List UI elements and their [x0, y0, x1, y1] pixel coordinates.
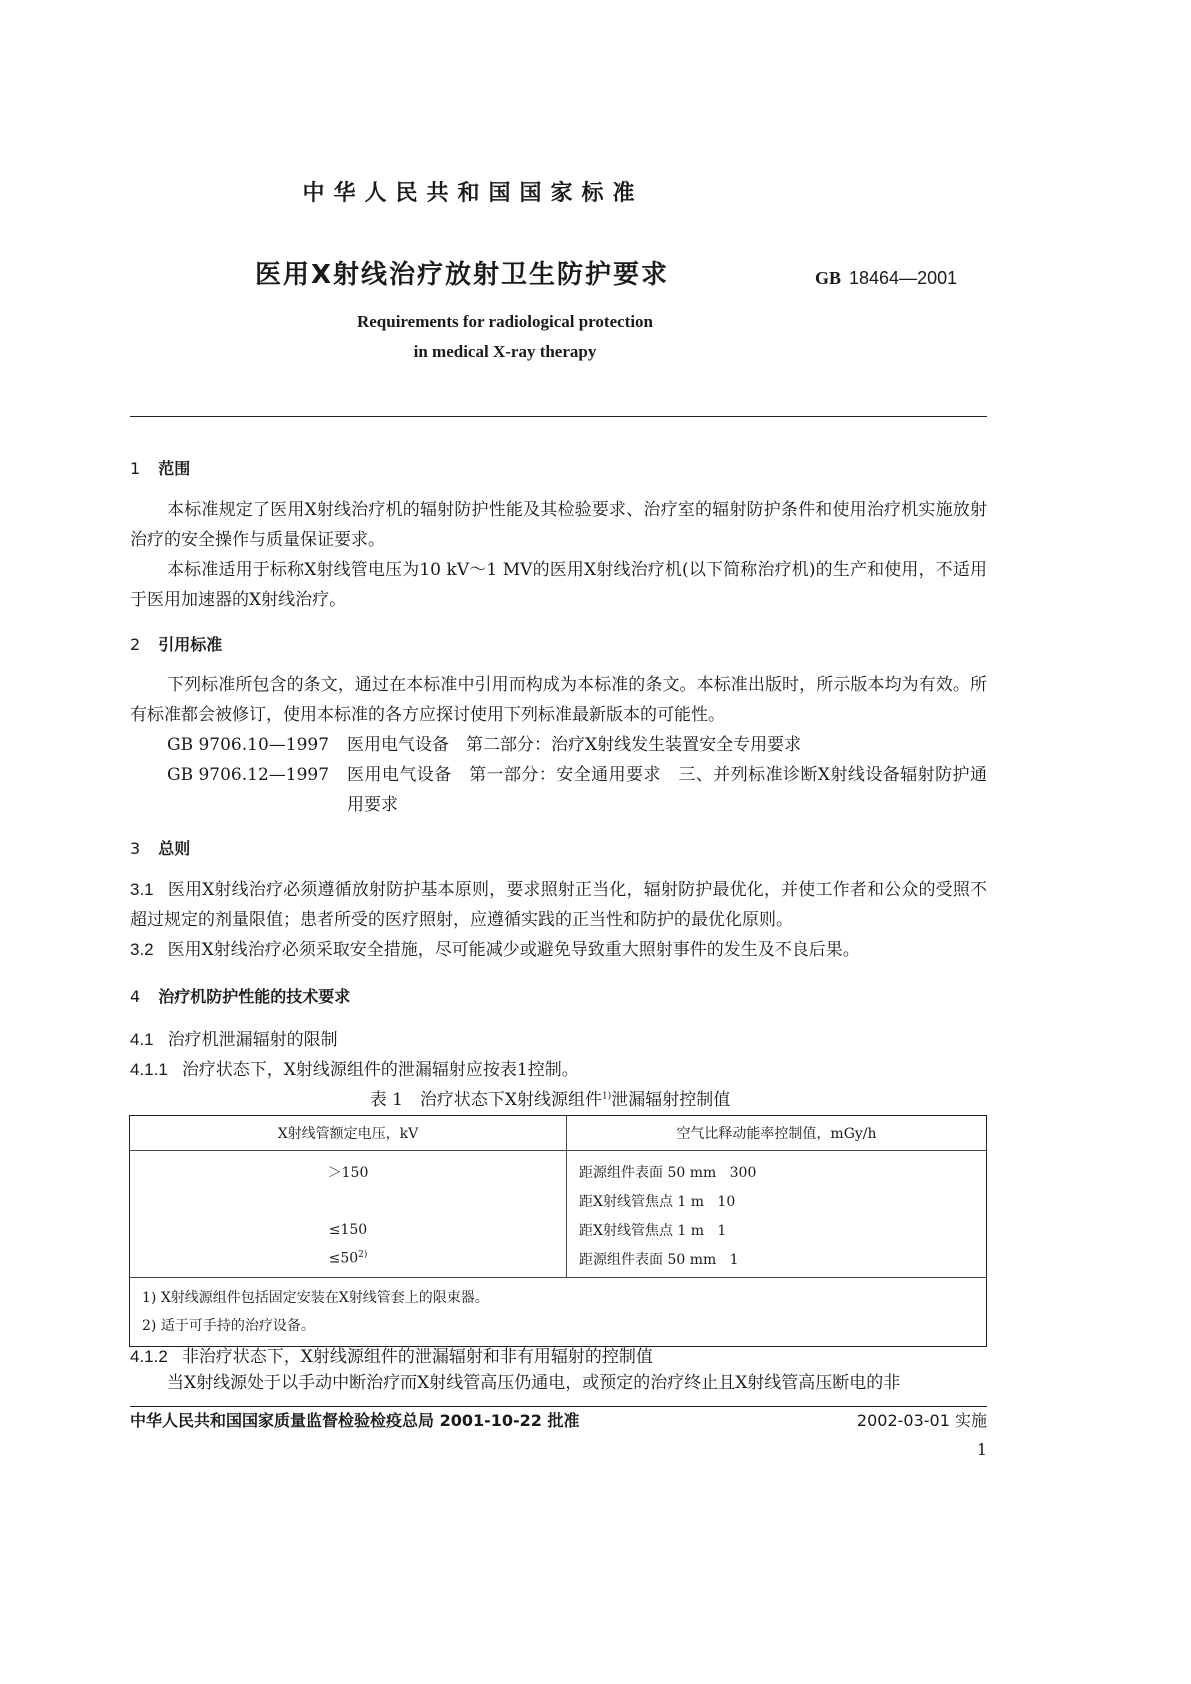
- section-number: 2: [130, 635, 141, 654]
- section-4-heading: [130, 984, 350, 1007]
- clause-number: 4.1.2: [130, 1347, 168, 1366]
- clause-4-1: [130, 1025, 338, 1050]
- caption-footnote-mark: 1): [602, 1091, 612, 1102]
- limit-condition: 距源组件表面 50 mm: [579, 1251, 717, 1268]
- table-row: [130, 1186, 987, 1215]
- limit-cell: [567, 1215, 987, 1244]
- limit-condition: 距X射线管焦点 1 m: [579, 1222, 705, 1239]
- clause-number: 3.1: [130, 880, 154, 899]
- section-2-para: 下列标准所包含的条文，通过在本标准中引用而构成为本标准的条文。本标准出版时，所示版本均为有效。所有标准都会被修订，使用本标准的各方应探讨使用下列标准最新版本的可能性。: [130, 675, 987, 725]
- table-row: [130, 1151, 987, 1187]
- title-divider: [130, 416, 987, 417]
- table-notes-row: [130, 1278, 987, 1347]
- standard-code: GB: [815, 268, 842, 288]
- clause-text: 医用X射线治疗必须遵循放射防护基本原则，要求照射正当化，辐射防护最优化，并使工作者和公众的受照不超过规定的剂量限值；患者所受的医疗照射，应遵循实践的正当性和防护的最优化原则。: [130, 880, 987, 930]
- standard-number: [815, 268, 957, 289]
- table-notes: [130, 1278, 987, 1347]
- document-title: 医用X射线治疗放射卫生防护要求: [255, 260, 670, 290]
- clause-4-1-2: [130, 1342, 653, 1367]
- clause-number: 4.1.1: [130, 1060, 168, 1079]
- limit-condition: 距源组件表面 50 mm: [579, 1164, 717, 1181]
- section-title: 总则: [158, 839, 191, 858]
- english-title-line-1: Requirements for radiological protection: [356, 312, 654, 331]
- voltage-cell: ＞150: [130, 1151, 567, 1187]
- section-1-para-2: 本标准适用于标称X射线管电压为10 kV～1 MV的医用X射线治疗机(以下简称治疗机)的生产和使用，不适用于医用加速器的X射线治疗。: [130, 560, 987, 610]
- section-number: 3: [130, 839, 141, 858]
- clause-number: 3.2: [130, 940, 154, 959]
- reference-item: [167, 760, 987, 820]
- voltage-cell: ≤150: [130, 1215, 567, 1244]
- column-header-kerma-rate: 空气比释动能率控制值，mGy/h: [567, 1116, 987, 1151]
- clause-4-1-1: [130, 1055, 579, 1080]
- table-row: [130, 1215, 987, 1244]
- clause-text: 医用X射线治疗必须采取安全措施，尽可能减少或避免导致重大照射事件的发生及不良后果。: [167, 940, 860, 960]
- footer-divider: [130, 1406, 987, 1407]
- reference-text: 医用电气设备 第一部分：安全通用要求 三、并列标准诊断X射线设备辐射防护通用要求: [347, 765, 987, 815]
- section-title: 范围: [158, 459, 191, 478]
- table-1: [129, 1115, 987, 1347]
- voltage-value: ≤50: [328, 1250, 359, 1267]
- limit-value: 1: [717, 1222, 727, 1239]
- table-note: 2) 适于可手持的治疗设备。: [142, 1318, 315, 1334]
- section-number: 4: [130, 987, 141, 1006]
- table-note: 1) X射线源组件包括固定安装在X射线管套上的限束器。: [142, 1290, 489, 1306]
- clause-4-1-2-para: 当X射线源处于以手动中断治疗而X射线管高压仍通电，或预定的治疗终止且X射线管高压断电的非: [167, 1373, 901, 1393]
- reference-code: GB 9706.10—1997: [167, 735, 330, 755]
- limit-cell: [567, 1186, 987, 1215]
- english-title-line-2: in medical X-ray therapy: [413, 342, 597, 361]
- reference-item: [167, 730, 801, 760]
- clause-text: 治疗机泄漏辐射的限制: [167, 1030, 338, 1050]
- page-number: 1: [976, 1440, 987, 1459]
- clause-text: 非治疗状态下，X射线源组件的泄漏辐射和非有用辐射的控制值: [181, 1347, 653, 1367]
- reference-text: 医用电气设备 第二部分：治疗X射线发生装置安全专用要求: [347, 735, 802, 755]
- clause-text: 治疗状态下，X射线源组件的泄漏辐射应按表1控制。: [181, 1060, 579, 1080]
- table-header-row: [130, 1116, 987, 1151]
- limit-cell: [567, 1244, 987, 1278]
- section-number: 1: [130, 459, 141, 478]
- standard-header: 中华人民共和国国家标准: [302, 181, 644, 206]
- implementation-date: 2002-03-01 实施: [856, 1411, 987, 1430]
- column-header-voltage: X射线管额定电压，kV: [130, 1116, 567, 1151]
- voltage-cell: [130, 1186, 567, 1215]
- limit-value: 300: [729, 1164, 757, 1181]
- section-1-para-1: 本标准规定了医用X射线治疗机的辐射防护性能及其检验要求、治疗室的辐射防护条件和使用治疗机实施放射治疗的安全操作与质量保证要求。: [130, 500, 987, 550]
- clause-3-2: [130, 935, 987, 965]
- section-title: 治疗机防护性能的技术要求: [158, 987, 351, 1006]
- limit-value: 10: [717, 1193, 736, 1210]
- section-3-heading: [130, 836, 190, 859]
- clause-3-1: [130, 875, 987, 935]
- approval-statement: 中华人民共和国国家质量监督检验检疫总局 2001-10-22 批准: [130, 1411, 580, 1430]
- section-2-heading: [130, 632, 222, 655]
- limit-condition: 距X射线管焦点 1 m: [579, 1193, 705, 1210]
- table-row: [130, 1244, 987, 1278]
- table-1-caption: [0, 1085, 1100, 1110]
- reference-code: GB 9706.12—1997: [167, 765, 330, 785]
- caption-text: 泄漏辐射控制值: [611, 1090, 731, 1110]
- limit-value: 1: [729, 1251, 739, 1268]
- section-1-heading: [130, 456, 190, 479]
- footnote-mark: 2): [358, 1250, 368, 1261]
- voltage-cell: [130, 1244, 567, 1278]
- standard-number-text: 18464—2001: [849, 268, 958, 288]
- caption-text: 表 1 治疗状态下X射线源组件: [369, 1090, 603, 1110]
- section-title: 引用标准: [158, 635, 223, 654]
- limit-cell: [567, 1151, 987, 1187]
- clause-number: 4.1: [130, 1030, 154, 1049]
